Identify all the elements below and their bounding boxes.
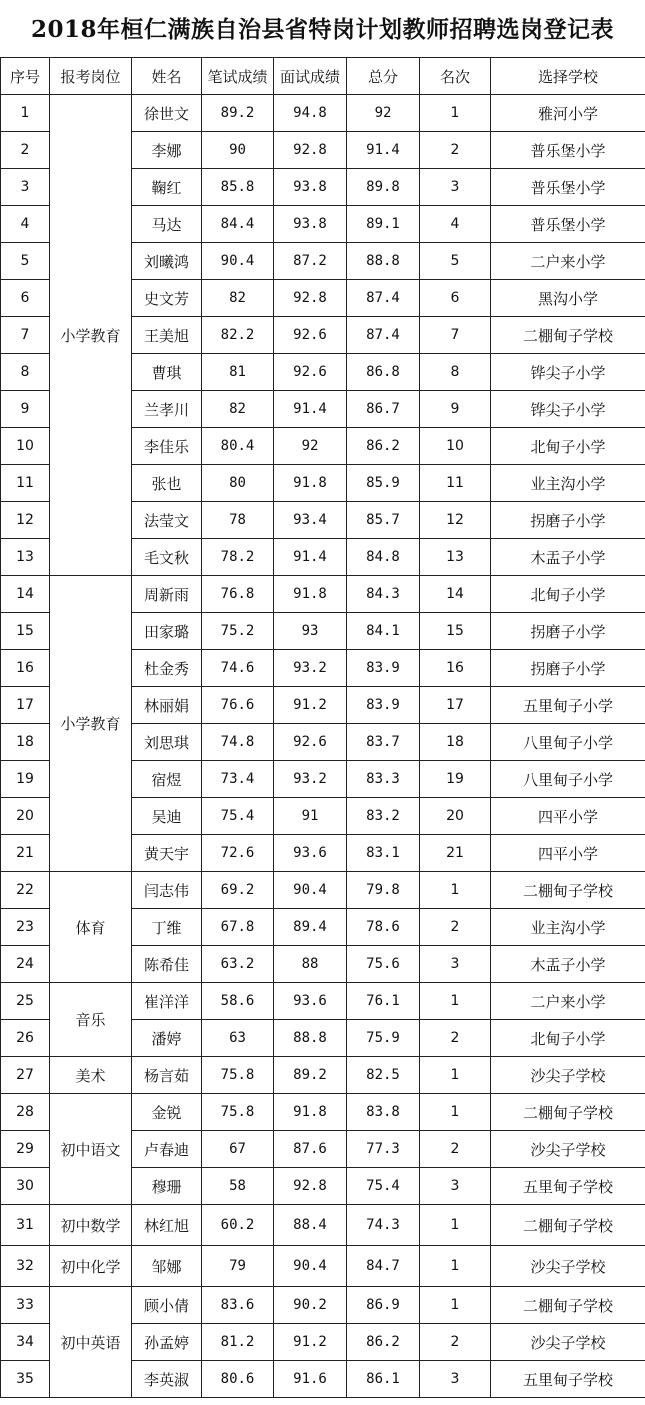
cell-rank: 1 [420, 95, 491, 132]
cell-name: 田家璐 [132, 613, 202, 650]
cell-interview-score: 91.6 [274, 1361, 347, 1398]
cell-post: 美术 [50, 1057, 132, 1094]
cell-rank: 19 [420, 761, 491, 798]
cell-total-score: 87.4 [347, 280, 420, 317]
cell-written-score: 85.8 [202, 169, 274, 206]
cell-school: 雅河小学 [491, 95, 645, 132]
header-post: 报考岗位 [50, 58, 132, 95]
cell-written-score: 82 [202, 280, 274, 317]
cell-name: 潘婷 [132, 1020, 202, 1057]
cell-total-score: 84.7 [347, 1246, 420, 1287]
cell-interview-score: 93.8 [274, 206, 347, 243]
cell-name: 卢春迪 [132, 1131, 202, 1168]
cell-rank: 16 [420, 650, 491, 687]
cell-total-score: 83.1 [347, 835, 420, 872]
cell-total-score: 82.5 [347, 1057, 420, 1094]
cell-name: 顾小倩 [132, 1287, 202, 1324]
cell-written-score: 74.6 [202, 650, 274, 687]
cell-written-score: 73.4 [202, 761, 274, 798]
cell-name: 丁维 [132, 909, 202, 946]
cell-seq: 24 [1, 946, 50, 983]
cell-school: 木盂子小学 [491, 946, 645, 983]
cell-rank: 1 [420, 1287, 491, 1324]
cell-seq: 5 [1, 243, 50, 280]
cell-name: 兰孝川 [132, 391, 202, 428]
cell-interview-score: 89.2 [274, 1057, 347, 1094]
cell-name: 王美旭 [132, 317, 202, 354]
cell-school: 八里甸子小学 [491, 724, 645, 761]
cell-rank: 6 [420, 280, 491, 317]
cell-interview-score: 92.8 [274, 280, 347, 317]
cell-name: 李英淑 [132, 1361, 202, 1398]
cell-rank: 14 [420, 576, 491, 613]
cell-rank: 8 [420, 354, 491, 391]
cell-school: 沙尖子学校 [491, 1057, 645, 1094]
cell-name: 杜金秀 [132, 650, 202, 687]
cell-written-score: 84.4 [202, 206, 274, 243]
cell-rank: 20 [420, 798, 491, 835]
cell-seq: 33 [1, 1287, 50, 1324]
cell-name: 金锐 [132, 1094, 202, 1131]
cell-seq: 17 [1, 687, 50, 724]
cell-rank: 1 [420, 872, 491, 909]
cell-seq: 3 [1, 169, 50, 206]
cell-seq: 28 [1, 1094, 50, 1131]
cell-seq: 19 [1, 761, 50, 798]
cell-rank: 11 [420, 465, 491, 502]
cell-rank: 1 [420, 1094, 491, 1131]
cell-rank: 1 [420, 1246, 491, 1287]
cell-total-score: 86.2 [347, 428, 420, 465]
cell-name: 宿煜 [132, 761, 202, 798]
cell-total-score: 89.8 [347, 169, 420, 206]
cell-seq: 13 [1, 539, 50, 576]
cell-total-score: 91.4 [347, 132, 420, 169]
cell-seq: 20 [1, 798, 50, 835]
cell-rank: 3 [420, 1361, 491, 1398]
cell-school: 沙尖子学校 [491, 1246, 645, 1287]
cell-interview-score: 87.6 [274, 1131, 347, 1168]
cell-interview-score: 93.6 [274, 835, 347, 872]
cell-interview-score: 91.8 [274, 576, 347, 613]
header-written-score: 笔试成绩 [202, 58, 274, 95]
cell-school: 普乐堡小学 [491, 206, 645, 243]
cell-interview-score: 91.2 [274, 1324, 347, 1361]
cell-interview-score: 91.4 [274, 391, 347, 428]
cell-seq: 1 [1, 95, 50, 132]
cell-seq: 22 [1, 872, 50, 909]
cell-seq: 15 [1, 613, 50, 650]
cell-post: 小学教育 [50, 95, 132, 576]
cell-interview-score: 92.6 [274, 317, 347, 354]
cell-name: 马达 [132, 206, 202, 243]
header-total-score: 总分 [347, 58, 420, 95]
cell-interview-score: 92.6 [274, 724, 347, 761]
cell-interview-score: 90.4 [274, 872, 347, 909]
cell-total-score: 86.1 [347, 1361, 420, 1398]
cell-total-score: 76.1 [347, 983, 420, 1020]
cell-written-score: 78.2 [202, 539, 274, 576]
cell-seq: 7 [1, 317, 50, 354]
cell-written-score: 76.6 [202, 687, 274, 724]
cell-seq: 25 [1, 983, 50, 1020]
cell-interview-score: 93.8 [274, 169, 347, 206]
cell-written-score: 80.6 [202, 1361, 274, 1398]
cell-total-score: 83.9 [347, 687, 420, 724]
cell-rank: 3 [420, 169, 491, 206]
cell-name: 鞠红 [132, 169, 202, 206]
cell-written-score: 60.2 [202, 1205, 274, 1246]
cell-name: 崔洋洋 [132, 983, 202, 1020]
cell-name: 李娜 [132, 132, 202, 169]
cell-total-score: 86.2 [347, 1324, 420, 1361]
cell-written-score: 63 [202, 1020, 274, 1057]
cell-interview-score: 88 [274, 946, 347, 983]
cell-written-score: 72.6 [202, 835, 274, 872]
cell-written-score: 63.2 [202, 946, 274, 983]
cell-written-score: 75.2 [202, 613, 274, 650]
cell-interview-score: 92.6 [274, 354, 347, 391]
cell-total-score: 84.1 [347, 613, 420, 650]
cell-name: 法莹文 [132, 502, 202, 539]
cell-seq: 10 [1, 428, 50, 465]
header-row [1, 58, 645, 95]
cell-interview-score: 89.4 [274, 909, 347, 946]
cell-school: 黑沟小学 [491, 280, 645, 317]
cell-name: 吴迪 [132, 798, 202, 835]
cell-total-score: 83.2 [347, 798, 420, 835]
cell-post: 初中化学 [50, 1246, 132, 1287]
cell-name: 史文芳 [132, 280, 202, 317]
cell-seq: 2 [1, 132, 50, 169]
cell-interview-score: 91.2 [274, 687, 347, 724]
cell-written-score: 79 [202, 1246, 274, 1287]
cell-written-score: 80.4 [202, 428, 274, 465]
cell-post: 初中语文 [50, 1094, 132, 1205]
cell-seq: 18 [1, 724, 50, 761]
cell-name: 黄天宇 [132, 835, 202, 872]
cell-name: 刘思琪 [132, 724, 202, 761]
cell-school: 二棚甸子学校 [491, 1205, 645, 1246]
cell-written-score: 82 [202, 391, 274, 428]
cell-seq: 30 [1, 1168, 50, 1205]
cell-rank: 2 [420, 909, 491, 946]
cell-seq: 31 [1, 1205, 50, 1246]
table-row [1, 1246, 645, 1287]
cell-total-score: 77.3 [347, 1131, 420, 1168]
header-interview-score: 面试成绩 [274, 58, 347, 95]
cell-interview-score: 93.4 [274, 502, 347, 539]
cell-written-score: 80 [202, 465, 274, 502]
cell-interview-score: 90.2 [274, 1287, 347, 1324]
cell-school: 北甸子小学 [491, 428, 645, 465]
cell-interview-score: 91 [274, 798, 347, 835]
cell-written-score: 83.6 [202, 1287, 274, 1324]
table-row [1, 1057, 645, 1094]
cell-written-score: 76.8 [202, 576, 274, 613]
cell-interview-score: 93.6 [274, 983, 347, 1020]
cell-seq: 35 [1, 1361, 50, 1398]
cell-name: 张也 [132, 465, 202, 502]
cell-total-score: 74.3 [347, 1205, 420, 1246]
cell-rank: 9 [420, 391, 491, 428]
cell-total-score: 88.8 [347, 243, 420, 280]
cell-seq: 4 [1, 206, 50, 243]
cell-school: 八里甸子小学 [491, 761, 645, 798]
cell-school: 北甸子小学 [491, 1020, 645, 1057]
cell-written-score: 75.4 [202, 798, 274, 835]
cell-school: 五里甸子学校 [491, 1361, 645, 1398]
cell-written-score: 69.2 [202, 872, 274, 909]
cell-seq: 11 [1, 465, 50, 502]
cell-total-score: 86.8 [347, 354, 420, 391]
table-row [1, 576, 645, 613]
cell-total-score: 83.3 [347, 761, 420, 798]
cell-name: 穆珊 [132, 1168, 202, 1205]
cell-name: 林红旭 [132, 1205, 202, 1246]
table-row [1, 983, 645, 1020]
cell-name: 邹娜 [132, 1246, 202, 1287]
cell-school: 二户来小学 [491, 243, 645, 280]
cell-rank: 3 [420, 946, 491, 983]
cell-seq: 27 [1, 1057, 50, 1094]
cell-school: 木盂子小学 [491, 539, 645, 576]
cell-seq: 29 [1, 1131, 50, 1168]
cell-total-score: 75.4 [347, 1168, 420, 1205]
cell-interview-score: 91.8 [274, 1094, 347, 1131]
cell-rank: 12 [420, 502, 491, 539]
table-row [1, 95, 645, 132]
cell-name: 闫志伟 [132, 872, 202, 909]
cell-total-score: 78.6 [347, 909, 420, 946]
table-row [1, 872, 645, 909]
cell-interview-score: 92.8 [274, 132, 347, 169]
cell-interview-score: 94.8 [274, 95, 347, 132]
cell-written-score: 89.2 [202, 95, 274, 132]
cell-name: 杨言茹 [132, 1057, 202, 1094]
cell-rank: 2 [420, 132, 491, 169]
cell-seq: 9 [1, 391, 50, 428]
cell-school: 普乐堡小学 [491, 169, 645, 206]
cell-written-score: 82.2 [202, 317, 274, 354]
cell-school: 沙尖子学校 [491, 1324, 645, 1361]
cell-interview-score: 93.2 [274, 650, 347, 687]
cell-seq: 16 [1, 650, 50, 687]
cell-total-score: 84.8 [347, 539, 420, 576]
cell-interview-score: 91.4 [274, 539, 347, 576]
cell-written-score: 75.8 [202, 1094, 274, 1131]
header-name: 姓名 [132, 58, 202, 95]
cell-total-score: 75.9 [347, 1020, 420, 1057]
cell-school: 拐磨子小学 [491, 502, 645, 539]
cell-name: 毛文秋 [132, 539, 202, 576]
cell-total-score: 92 [347, 95, 420, 132]
table-row [1, 1287, 645, 1324]
header-rank: 名次 [420, 58, 491, 95]
cell-seq: 21 [1, 835, 50, 872]
cell-name: 曹琪 [132, 354, 202, 391]
cell-written-score: 81 [202, 354, 274, 391]
cell-seq: 8 [1, 354, 50, 391]
cell-school: 业主沟小学 [491, 909, 645, 946]
cell-rank: 2 [420, 1131, 491, 1168]
cell-written-score: 74.8 [202, 724, 274, 761]
cell-total-score: 86.7 [347, 391, 420, 428]
cell-post: 小学教育 [50, 576, 132, 872]
cell-seq: 12 [1, 502, 50, 539]
cell-seq: 14 [1, 576, 50, 613]
cell-interview-score: 93.2 [274, 761, 347, 798]
table-row [1, 1205, 645, 1246]
cell-school: 五里甸子小学 [491, 687, 645, 724]
cell-rank: 1 [420, 983, 491, 1020]
table-body [1, 95, 645, 1398]
cell-total-score: 89.1 [347, 206, 420, 243]
cell-written-score: 90 [202, 132, 274, 169]
cell-school: 二棚甸子学校 [491, 317, 645, 354]
cell-rank: 1 [420, 1057, 491, 1094]
cell-name: 陈希佳 [132, 946, 202, 983]
cell-written-score: 58 [202, 1168, 274, 1205]
cell-total-score: 84.3 [347, 576, 420, 613]
cell-school: 沙尖子学校 [491, 1131, 645, 1168]
cell-school: 二棚甸子学校 [491, 1094, 645, 1131]
cell-name: 周新雨 [132, 576, 202, 613]
cell-rank: 17 [420, 687, 491, 724]
cell-name: 刘曦鸿 [132, 243, 202, 280]
cell-interview-score: 88.8 [274, 1020, 347, 1057]
table-title: 2018年桓仁满族自治县省特岗计划教师招聘选岗登记表 [30, 16, 614, 43]
cell-total-score: 83.9 [347, 650, 420, 687]
header-school: 选择学校 [491, 58, 645, 95]
cell-written-score: 67 [202, 1131, 274, 1168]
cell-school: 铧尖子小学 [491, 354, 645, 391]
cell-rank: 4 [420, 206, 491, 243]
cell-written-score: 81.2 [202, 1324, 274, 1361]
cell-seq: 26 [1, 1020, 50, 1057]
cell-rank: 1 [420, 1205, 491, 1246]
cell-name: 孙孟婷 [132, 1324, 202, 1361]
cell-post: 音乐 [50, 983, 132, 1057]
cell-rank: 2 [420, 1020, 491, 1057]
cell-total-score: 79.8 [347, 872, 420, 909]
cell-seq: 34 [1, 1324, 50, 1361]
cell-written-score: 67.8 [202, 909, 274, 946]
cell-seq: 32 [1, 1246, 50, 1287]
cell-rank: 13 [420, 539, 491, 576]
cell-school: 铧尖子小学 [491, 391, 645, 428]
cell-interview-score: 93 [274, 613, 347, 650]
cell-name: 林丽娟 [132, 687, 202, 724]
cell-school: 二户来小学 [491, 983, 645, 1020]
cell-rank: 10 [420, 428, 491, 465]
cell-school: 业主沟小学 [491, 465, 645, 502]
cell-interview-score: 91.8 [274, 465, 347, 502]
cell-school: 拐磨子小学 [491, 613, 645, 650]
cell-total-score: 75.6 [347, 946, 420, 983]
cell-total-score: 83.7 [347, 724, 420, 761]
cell-interview-score: 92 [274, 428, 347, 465]
cell-rank: 18 [420, 724, 491, 761]
cell-name: 徐世文 [132, 95, 202, 132]
cell-school: 二棚甸子学校 [491, 872, 645, 909]
cell-rank: 5 [420, 243, 491, 280]
registration-table [0, 57, 645, 1398]
cell-interview-score: 90.4 [274, 1246, 347, 1287]
cell-written-score: 78 [202, 502, 274, 539]
cell-interview-score: 92.8 [274, 1168, 347, 1205]
cell-rank: 15 [420, 613, 491, 650]
cell-rank: 21 [420, 835, 491, 872]
cell-school: 四平小学 [491, 798, 645, 835]
cell-total-score: 85.9 [347, 465, 420, 502]
cell-written-score: 90.4 [202, 243, 274, 280]
cell-written-score: 75.8 [202, 1057, 274, 1094]
cell-school: 拐磨子小学 [491, 650, 645, 687]
cell-total-score: 85.7 [347, 502, 420, 539]
table-row [1, 1094, 645, 1131]
cell-interview-score: 87.2 [274, 243, 347, 280]
cell-total-score: 86.9 [347, 1287, 420, 1324]
cell-interview-score: 88.4 [274, 1205, 347, 1246]
cell-total-score: 83.8 [347, 1094, 420, 1131]
cell-name: 李佳乐 [132, 428, 202, 465]
cell-written-score: 58.6 [202, 983, 274, 1020]
cell-post: 体育 [50, 872, 132, 983]
cell-school: 四平小学 [491, 835, 645, 872]
cell-school: 普乐堡小学 [491, 132, 645, 169]
cell-post: 初中英语 [50, 1287, 132, 1398]
cell-seq: 6 [1, 280, 50, 317]
cell-school: 五里甸子学校 [491, 1168, 645, 1205]
cell-school: 二棚甸子学校 [491, 1287, 645, 1324]
cell-total-score: 87.4 [347, 317, 420, 354]
cell-school: 北甸子小学 [491, 576, 645, 613]
cell-seq: 23 [1, 909, 50, 946]
cell-rank: 3 [420, 1168, 491, 1205]
header-seq: 序号 [1, 58, 50, 95]
cell-rank: 2 [420, 1324, 491, 1361]
cell-post: 初中数学 [50, 1205, 132, 1246]
cell-rank: 7 [420, 317, 491, 354]
